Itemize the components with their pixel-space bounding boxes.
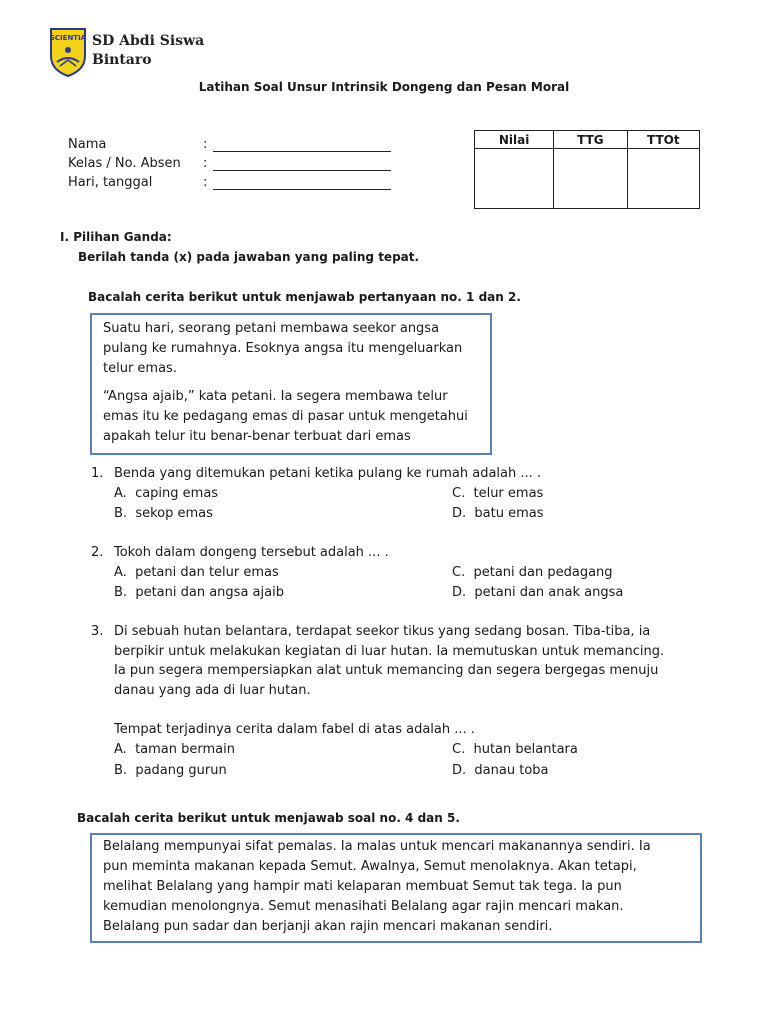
school-header	[92, 32, 204, 70]
passage1-text	[103, 319, 468, 447]
question-1-option-a[interactable]	[114, 486, 218, 501]
option-letter: D.	[452, 506, 467, 521]
score-cell-ttg[interactable]	[554, 149, 627, 209]
question-3-number: 3.	[91, 624, 104, 639]
passage2-box	[90, 833, 702, 943]
passage1-box	[90, 313, 492, 455]
section-instruction: Berilah tanda (x) pada jawaban yang paling tepat.	[78, 250, 420, 264]
school-location: Bintaro	[92, 52, 152, 68]
option-letter: A.	[114, 742, 127, 757]
option-letter: D.	[452, 585, 467, 600]
logo-text: SCIENTIA	[49, 34, 87, 42]
question-1-text: Benda yang ditemukan petani ketika pulang ke rumah adalah ... .	[114, 466, 542, 481]
name-label: Nama	[68, 137, 107, 152]
passage-line: pun meminta makanan kepada Semut. Awalnya, Semut menolaknya. Akan tetapi,	[103, 859, 637, 874]
score-header-nilai: Nilai	[475, 131, 554, 149]
section-title: I. Pilihan Ganda:	[60, 230, 172, 244]
passage-line: Belalang pun sadar dan berjanji akan rajin mencari makanan sendiri.	[103, 919, 553, 934]
class-field[interactable]	[213, 158, 391, 171]
option-text: petani dan angsa ajaib	[135, 585, 284, 600]
passage2-header: Bacalah cerita berikut untuk menjawab soal no. 4 dan 5.	[77, 811, 460, 825]
passage-line: Belalang mempunyai sifat pemalas. Ia malas untuk mencari makanannya sendiri. Ia	[103, 839, 651, 854]
question-2-number: 2.	[91, 545, 104, 560]
question-3-option-a[interactable]	[114, 742, 235, 757]
option-text: batu emas	[474, 506, 544, 521]
score-table	[474, 130, 700, 209]
option-letter: A.	[114, 565, 127, 580]
question-3-line: danau yang ada di luar hutan.	[114, 683, 311, 698]
option-letter: B.	[114, 763, 128, 778]
option-text: danau toba	[474, 763, 549, 778]
passage-line: apakah telur itu benar-benar terbuat dari emas	[103, 429, 411, 444]
passage1-header: Bacalah cerita berikut untuk menjawab pertanyaan no. 1 dan 2.	[88, 290, 521, 304]
passage-line: “Angsa ajaib,” kata petani. Ia segera membawa telur	[103, 389, 448, 404]
class-colon: :	[203, 156, 208, 171]
question-3-line: berpikir untuk melakukan kegiatan di luar hutan. Ia memutuskan untuk memancing.	[114, 644, 665, 659]
score-header-ttg: TTG	[554, 131, 627, 149]
question-3-option-d[interactable]	[452, 763, 549, 778]
score-cell-ttot[interactable]	[627, 149, 699, 209]
option-text: caping emas	[135, 486, 219, 501]
question-2-option-b[interactable]	[114, 585, 284, 600]
passage-line: emas itu ke pedagang emas di pasar untuk mengetahui	[103, 409, 468, 424]
name-field[interactable]	[213, 139, 391, 152]
question-1-number: 1.	[91, 466, 104, 481]
date-colon: :	[203, 175, 208, 190]
option-letter: B.	[114, 506, 128, 521]
option-letter: C.	[452, 486, 466, 501]
name-colon: :	[203, 137, 208, 152]
option-letter: B.	[114, 585, 128, 600]
question-3-option-c[interactable]	[452, 742, 578, 757]
date-field[interactable]	[213, 177, 391, 190]
question-3-prompt: Tempat terjadinya cerita dalam fabel di atas adalah ... .	[114, 722, 475, 737]
option-text: petani dan telur emas	[135, 565, 279, 580]
option-letter: C.	[452, 742, 466, 757]
option-text: taman bermain	[135, 742, 235, 757]
passage2-text	[103, 837, 651, 937]
option-letter: D.	[452, 763, 467, 778]
passage-line: telur emas.	[103, 361, 177, 376]
option-text: petani dan anak angsa	[474, 585, 624, 600]
option-text: petani dan pedagang	[473, 565, 613, 580]
question-1-option-c[interactable]	[452, 486, 543, 501]
question-2-text: Tokoh dalam dongeng tersebut adalah ... .	[114, 545, 389, 560]
question-1-option-b[interactable]	[114, 506, 213, 521]
question-2-option-d[interactable]	[452, 585, 623, 600]
option-text: padang gurun	[135, 763, 227, 778]
passage-line: melihat Belalang yang hampir mati kelaparan membuat Semut tak tega. Ia pun	[103, 879, 622, 894]
passage-line: pulang ke rumahnya. Esoknya angsa itu mengeluarkan	[103, 341, 463, 356]
score-cell-nilai[interactable]	[475, 149, 554, 209]
option-letter: A.	[114, 486, 127, 501]
school-logo	[48, 26, 88, 78]
question-3-option-b[interactable]	[114, 763, 227, 778]
worksheet-title: Latihan Soal Unsur Intrinsik Dongeng dan Pesan Moral	[198, 80, 570, 94]
option-text: hutan belantara	[473, 742, 578, 757]
question-2-option-c[interactable]	[452, 565, 613, 580]
shield-logo-icon	[48, 26, 88, 78]
option-text: telur emas	[473, 486, 544, 501]
passage-line: kemudian menolongnya. Semut menasihati Belalang agar rajin mencari makan.	[103, 899, 624, 914]
date-label: Hari, tanggal	[68, 175, 153, 190]
question-1-option-d[interactable]	[452, 506, 544, 521]
option-text: sekop emas	[135, 506, 213, 521]
passage-line: Suatu hari, seorang petani membawa seekor angsa	[103, 321, 440, 336]
school-name: SD Abdi Siswa	[92, 33, 205, 49]
class-label: Kelas / No. Absen	[68, 156, 181, 171]
option-letter: C.	[452, 565, 466, 580]
question-3-line: Di sebuah hutan belantara, terdapat seekor tikus yang sedang bosan. Tiba-tiba, ia	[114, 624, 651, 639]
score-header-ttot: TTOt	[627, 131, 699, 149]
question-3-line: Ia pun segera mempersiapkan alat untuk memancing dan segera bergegas menuju	[114, 663, 659, 678]
question-2-option-a[interactable]	[114, 565, 279, 580]
